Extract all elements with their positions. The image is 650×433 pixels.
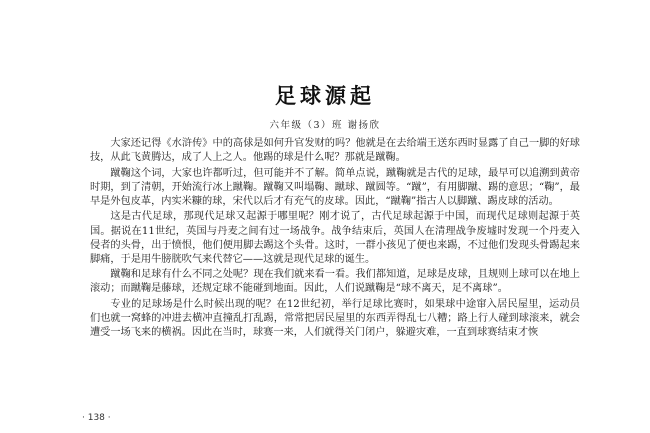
article-body (90, 137, 580, 342)
paragraph-3: 这是古代足球，那现代足球又起源于哪里呢？刚才说了，古代足球起源于中国，而现代足球则起源于英国。据说在11世纪，英国与丹麦之间有过一场战争。战争结束后，英国人在清理战争废墟时发现一个丹麦入侵者的头骨，出于愤恨，他们便用脚去踢这个头骨。这时，一群小孩见了便也来踢，不过他们发现头骨踢起来脚痛，于是用牛膀胱吹气来代替它——这就是现代足球的诞生。 (90, 211, 580, 265)
paragraph-5: 专业的足球场是什么时候出现的呢？在12世纪初，举行足球比赛时，如果球中途窜入居民屋里，运动员们也就一窝蜂的冲进去横冲直撞乱打乱踢，常常把居民屋里的东西弄得乱七八糟；路上行人碰到球滚来，就会遭受一场飞来的横祸。因此在当时，球赛一来，人们就得关门闭户，躲避灾难，一直到球赛结束才恢 (90, 299, 580, 339)
paragraph-1: 大家还记得《水浒传》中的高俅是如何升官发财的吗？他就是在去给端王送东西时显露了自己一脚的好球技，从此飞黄腾达，成了人上之人。他踢的球是什么呢？那就是蹴鞠。 (90, 138, 580, 164)
page-title: 足球源起 (275, 84, 375, 108)
paragraph-2: 蹴鞠这个词，大家也许都听过，但可能并不了解。简单点说，蹴鞠就是古代的足球，最早可以追溯到黄帝时期，到了清朝，开始流行冰上蹴鞠。蹴鞠又叫塌鞠、蹴球、蹴圆等。“蹴”，有用脚蹴、踢的意思；“鞠”，最早是外包皮革，内实米糠的球，宋代以后才有充气的皮球。因此，“蹴鞠”指古人以脚蹴、踢皮球的活动。 (90, 167, 580, 207)
page-number: · 138 · (82, 413, 111, 423)
author-byline: 六年级（3）班 谢扬欣 (269, 120, 381, 131)
paragraph-4: 蹴鞠和足球有什么不同之处呢？现在我们就来看一看。我们都知道，足球是皮球，且规则上球可以在地上滚动；而蹴鞠是藤球，还规定球不能碰到地面。因此，人们说蹴鞠是“球不离天，足不离球”。 (90, 269, 580, 295)
